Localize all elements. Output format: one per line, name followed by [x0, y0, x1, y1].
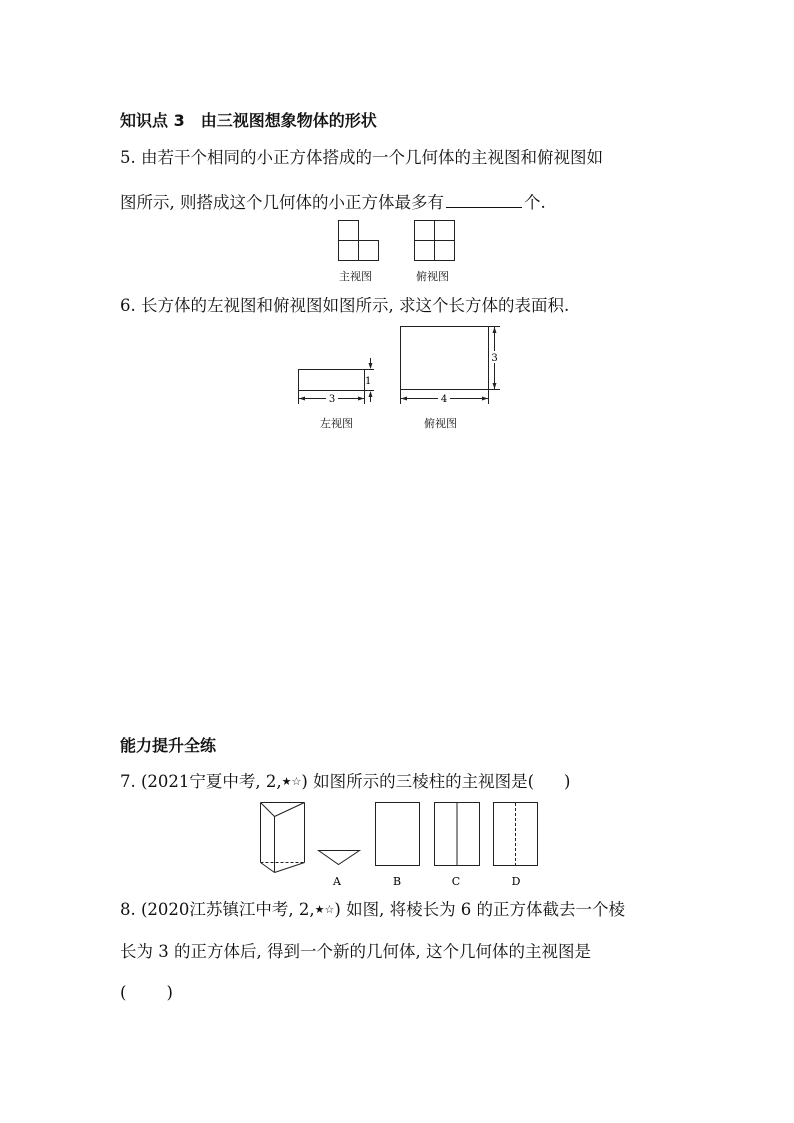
front-view-drawing [339, 221, 379, 261]
caption-front-view: 主视图 [339, 270, 372, 283]
caption-left-view: 左视图 [320, 417, 353, 430]
arrowhead [358, 397, 364, 401]
difficulty-star-icon: ★☆ [281, 775, 302, 788]
section-heading-knowledge-point-3: 知识点 3 由三视图想象物体的形状 [120, 111, 377, 130]
question-5-line-2 [120, 193, 546, 212]
option-a-drawing [319, 851, 360, 865]
option-label-d: D [511, 875, 521, 888]
answer-blank [446, 193, 522, 208]
question-7-close-paren: ) [564, 772, 571, 791]
question-7-source: 7. (2021宁夏中考, 2, [120, 772, 282, 791]
question-6-text: 6. 长方体的左视图和俯视图如图所示, 求这个长方体的表面积. [120, 296, 570, 315]
dimension-label-top-width: 4 [440, 394, 448, 405]
top-view-rectangle [401, 327, 489, 390]
question-5-text-end: 个. [524, 193, 546, 212]
arrowhead [401, 397, 407, 401]
difficulty-star-icon: ★☆ [314, 903, 335, 916]
triangular-prism-drawing [261, 803, 305, 873]
question-5-text: 图所示, 则搭成这个几何体的小正方体最多有 [120, 193, 444, 212]
arrowhead [493, 327, 497, 333]
option-label-a: A [333, 875, 341, 888]
question-8-close-paren: ) [166, 983, 173, 1002]
q7-figures [252, 798, 547, 894]
question-8-answer-parens [120, 985, 173, 1002]
question-8-open-paren: ( [120, 983, 127, 1002]
left-view-rectangle [299, 370, 365, 391]
arrowhead [369, 391, 373, 397]
option-label-c: C [451, 875, 461, 888]
q6-views-figure [290, 322, 510, 408]
question-8-line-2: 长为 3 的正方体后, 得到一个新的几何体, 这个几何体的主视图是 [120, 942, 591, 961]
option-label-b: B [392, 875, 402, 888]
section-heading-ability: 能力提升全练 [120, 736, 217, 755]
question-8-line-1 [120, 902, 625, 919]
q5-views-figure [330, 216, 470, 268]
arrowhead [493, 383, 497, 389]
question-8-stem: ) 如图, 将棱长为 6 的正方体截去一个棱 [334, 900, 626, 919]
arrowhead [299, 397, 305, 401]
dimension-label-left-height: 1 [365, 376, 372, 387]
dimension-label-left-width: 3 [328, 394, 336, 405]
arrowhead [482, 397, 488, 401]
dimension-label-top-height: 3 [491, 353, 498, 364]
caption-top-view: 俯视图 [416, 270, 449, 283]
question-7-stem: ) 如图所示的三棱柱的主视图是( [301, 772, 535, 791]
caption-top-view-q6: 俯视图 [424, 417, 457, 430]
top-view-drawing [415, 221, 455, 261]
question-8-source: 8. (2020江苏镇江中考, 2, [120, 900, 315, 919]
question-7-text [120, 774, 570, 791]
arrowhead [369, 363, 373, 369]
option-b-drawing [376, 803, 420, 866]
question-5-line-1: 5. 由若干个相同的小正方体搭成的一个几何体的主视图和俯视图如 [120, 148, 603, 167]
